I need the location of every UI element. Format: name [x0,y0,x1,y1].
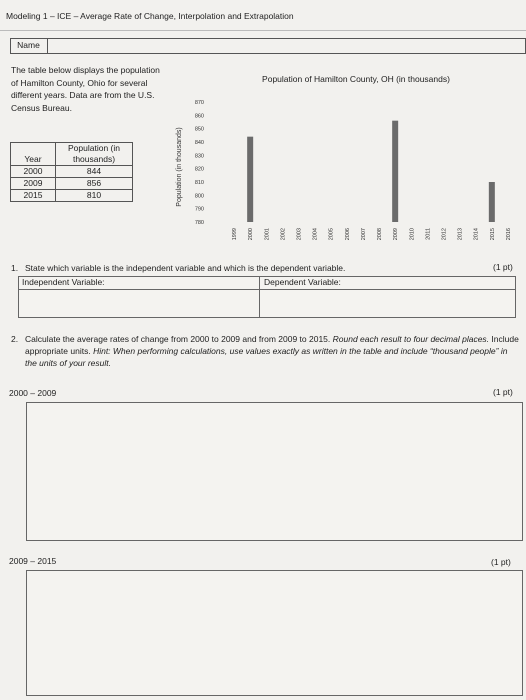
table-cell-year: 2000 [11,166,56,178]
independent-variable-field[interactable] [19,290,258,317]
table-header-year: Year [11,143,56,166]
name-label: Name [10,38,48,54]
part-b-points: (1 pt) [491,557,511,567]
chart-bar [392,121,398,222]
q1-text: State which variable is the independent variable and which is the dependent variable. [25,263,346,273]
q2-text-main: Calculate the average rates of change from 2000 to 2009 and from 2009 to 2015. [25,334,331,344]
y-tick-label: 800 [194,193,204,200]
y-tick-label: 790 [194,206,204,213]
title-divider [0,30,526,31]
y-tick-label: 860 [194,113,204,120]
x-tick-label: 2000 [248,228,255,241]
part-a-points: (1 pt) [493,387,513,397]
table-cell-year: 2015 [11,190,56,202]
x-tick-label: 2007 [360,228,367,241]
x-tick-label: 2003 [296,228,303,241]
table-cell-population: 856 [56,178,133,190]
dependent-variable-field[interactable] [260,290,515,317]
table-cell-year: 2009 [11,178,56,190]
population-table [10,142,133,202]
worksheet-title: Modeling 1 – ICE – Average Rate of Change, Interpolation and Extrapolation [6,11,294,21]
y-tick-label: 840 [194,140,204,146]
x-tick-label: 2004 [312,228,319,241]
x-tick-label: 2015 [489,228,496,241]
independent-variable-label: Independent Variable: [22,277,105,287]
q2-number: 2. [11,334,19,344]
y-tick-label: 780 [194,220,204,226]
part-a-label: 2000 – 2009 [9,388,57,398]
x-tick-label: 2005 [328,228,335,241]
x-tick-label: 2009 [393,228,400,241]
chart-bar [247,137,253,222]
x-tick-label: 2011 [425,228,432,240]
y-tick-label: 850 [194,126,204,133]
table-row [11,190,133,202]
x-tick-label: 1999 [232,228,239,241]
x-tick-label: 2008 [377,228,384,241]
chart-y-axis-label: Population (in thousands) [176,127,183,207]
q1-points: (1 pt) [493,262,513,272]
q2-text-units: Include appropriate units. [25,334,519,356]
y-tick-label: 820 [194,166,204,173]
table-row [11,178,133,190]
q2-text [25,333,521,369]
x-tick-label: 2012 [441,228,448,241]
dependent-variable-label: Dependent Variable: [264,277,341,287]
part-b-answer-box[interactable] [26,570,523,696]
y-tick-label: 830 [194,153,204,160]
table-row [11,166,133,178]
chart-bar [489,182,495,222]
population-bar-chart [168,55,520,255]
x-tick-label: 2010 [409,228,416,241]
x-tick-label: 2013 [457,228,464,241]
q2-text-hint: Hint: When performing calculations, use values exactly as written in the table and include “thousand people” in the units of your result. [25,346,508,368]
y-tick-label: 870 [194,100,204,106]
part-b-label: 2009 – 2015 [9,556,57,566]
table-cell-population: 810 [56,190,133,202]
x-tick-label: 2006 [344,228,351,241]
part-a-answer-box[interactable] [26,402,523,541]
name-field[interactable] [10,38,526,54]
x-tick-label: 2014 [473,228,480,241]
x-tick-label: 2001 [264,228,271,241]
x-tick-label: 2002 [280,228,287,241]
x-tick-label: 2016 [505,228,512,241]
chart-title: Population of Hamilton County, OH (in thousands) [262,74,450,84]
q1-number: 1. [11,263,19,273]
intro-text: The table below displays the population of Hamilton County, Ohio for several different years. Data are from the U.S. Census Bureau. [11,65,160,113]
q2-text-rounding: Round each result to four decimal places. [332,334,490,344]
y-tick-label: 810 [194,180,204,186]
table-cell-population: 844 [56,166,133,178]
table-header-population: Population (in thousands) [56,143,133,166]
